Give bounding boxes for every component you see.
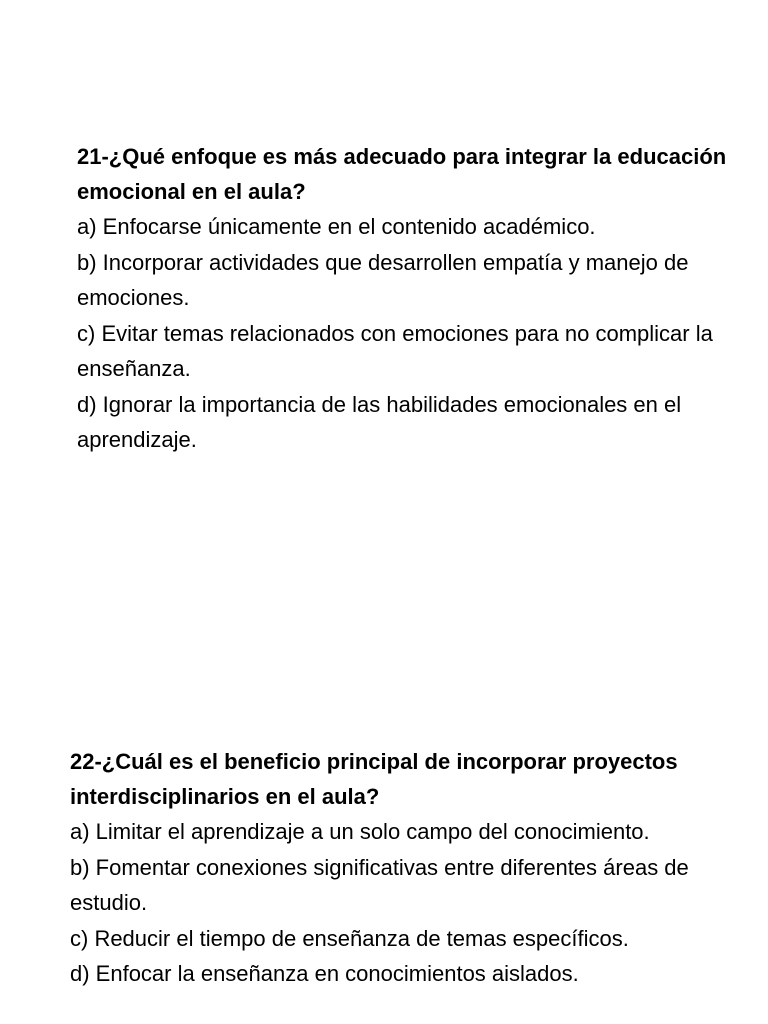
question-21-text: 21-¿Qué enfoque es más adecuado para integrar la educación emocional en el aula? bbox=[77, 144, 727, 204]
question-22-option-d: d) Enfocar la enseñanza en conocimientos aislados. bbox=[70, 961, 579, 986]
question-21-option-c: c) Evitar temas relacionados con emociones para no complicar la enseñanza. bbox=[77, 320, 713, 381]
question-21-option-a: a) Enfocarse únicamente en el contenido académico. bbox=[77, 214, 596, 239]
question-21-option-b: b) Incorporar actividades que desarrollen empatía y manejo de emociones. bbox=[77, 249, 689, 310]
question-22-option-a: a) Limitar el aprendizaje a un solo campo del conocimiento. bbox=[70, 819, 650, 844]
question-22-option-c: c) Reducir el tiempo de enseñanza de temas específicos. bbox=[70, 925, 629, 951]
question-22-option-b: b) Fomentar conexiones significativas entre diferentes áreas de estudio. bbox=[70, 854, 689, 915]
question-22-block bbox=[70, 744, 740, 992]
question-21-block bbox=[77, 139, 747, 458]
question-21-option-d: d) Ignorar la importancia de las habilidades emocionales en el aprendizaje. bbox=[77, 391, 682, 452]
question-22-text: 22-¿Cuál es el beneficio principal de incorporar proyectos interdisciplinarios en el aula? bbox=[70, 749, 678, 809]
